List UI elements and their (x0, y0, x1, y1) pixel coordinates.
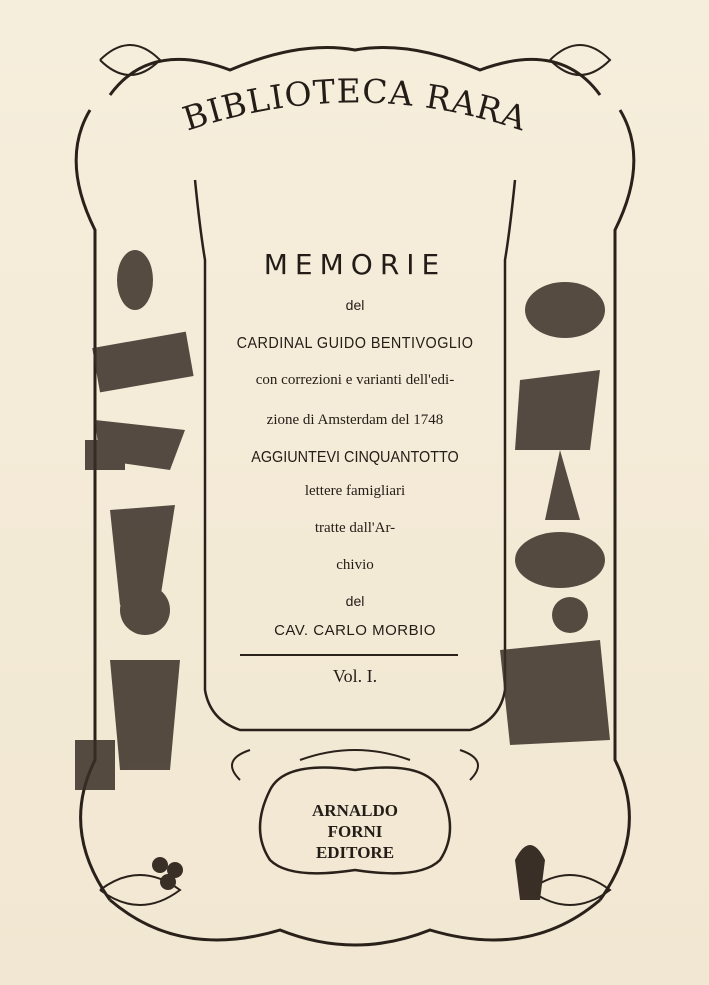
book-icon (92, 332, 193, 393)
corner-flourishes (100, 45, 610, 905)
volume-label: Vol. I. (332, 666, 378, 686)
right-border-scroll (600, 110, 634, 900)
drawing-tools-icon (515, 370, 600, 450)
cherub-head-icon (552, 597, 588, 633)
series-title: BIBLIOTECA RARA (177, 71, 533, 139)
publisher-line-2: FORNI (327, 822, 383, 841)
del-text-2: del (345, 593, 365, 609)
left-ornament-column (75, 250, 194, 790)
subtitle-line-2: zione di Amsterdam del 1748 (266, 412, 444, 428)
right-ornament-column (500, 282, 610, 745)
subtitle-line-3: AGGIUNTEVI CINQUANTOTTO (251, 449, 459, 466)
publisher-block (290, 800, 420, 863)
palette-icon (525, 282, 605, 338)
bottom-border-scroll (110, 900, 600, 945)
hourglass-icon (85, 440, 125, 470)
publisher-line-3: EDITORE (315, 843, 395, 862)
editor-name: CAV. CARLO MORBIO (274, 622, 436, 639)
birds-icon (515, 532, 605, 588)
armor-icon (110, 660, 180, 770)
cherubs-icon (500, 640, 610, 745)
subtitle-line-6: chivio (336, 557, 374, 573)
lyre-icon (515, 845, 545, 900)
owl-icon (117, 250, 153, 310)
subtitle-line-4: lettere famigliari (304, 483, 406, 499)
helmet-icon (120, 585, 170, 635)
top-right-flourish (550, 45, 610, 75)
del-text-1: del (345, 297, 365, 313)
divider-rule (240, 654, 458, 656)
publisher-line-1: ARNALDO (312, 801, 398, 820)
subtitle-line-5: tratte dall'Ar- (314, 520, 396, 536)
top-left-flourish (100, 45, 160, 75)
compass-icon (545, 450, 580, 520)
grapes-icon (152, 857, 168, 873)
arrows-icon (75, 740, 115, 790)
cartouche-scrolls (232, 750, 478, 780)
book-title: MEMORIE (263, 248, 447, 281)
author-name: CARDINAL GUIDO BENTIVOGLIO (236, 335, 474, 352)
subtitle-line-1: con correzioni e varianti dell'edi- (255, 372, 455, 388)
